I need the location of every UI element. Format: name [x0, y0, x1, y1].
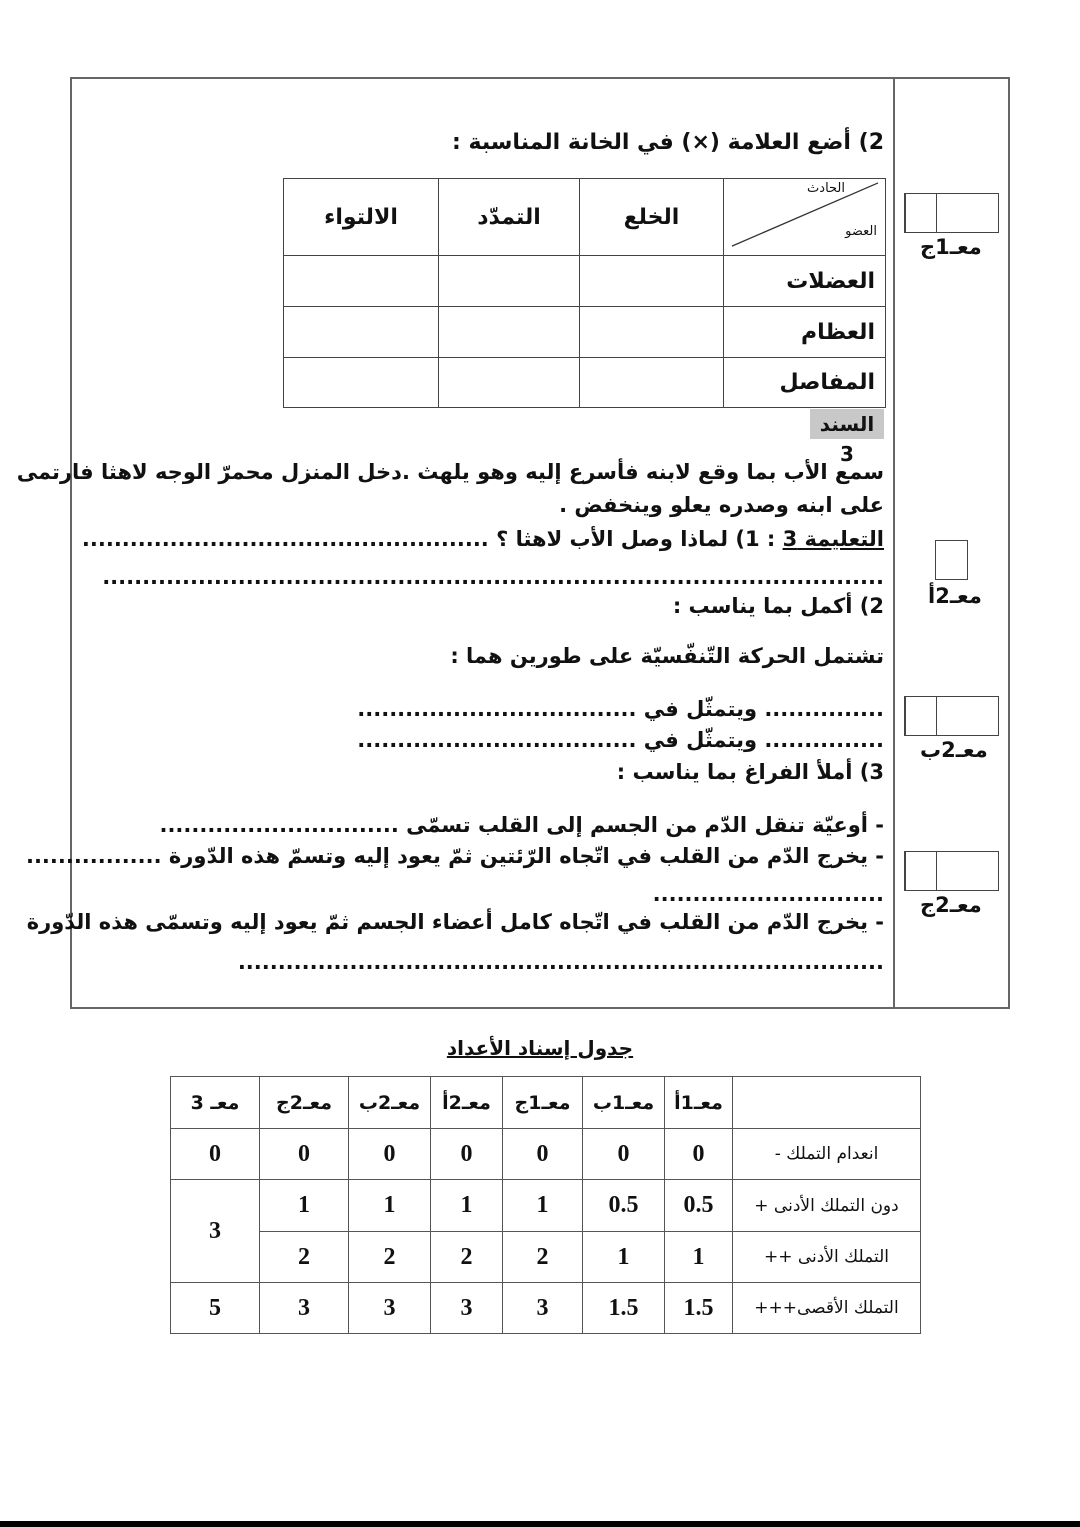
answer-blank[interactable]: ................................................... [81, 527, 489, 551]
fill-item-pulmonary-circulation[interactable]: - يخرج الدّم من القلب في اتّجاه الرّئتين ثمّ يعود إليه وتسمّ هذه الدّورة ................. [25, 844, 884, 868]
grade-header-criterion [733, 1077, 921, 1129]
grade-value: 0 [665, 1129, 733, 1180]
grade-allocation-table [170, 1076, 921, 1334]
answer-cell[interactable] [439, 256, 580, 307]
score-boxes-m1c[interactable] [904, 193, 999, 233]
score-boxes-m2c[interactable] [904, 851, 999, 891]
injury-table [283, 178, 886, 408]
score-label-m2b: معـ2ب [920, 738, 988, 762]
grade-header-m1c: معـ1ج [503, 1077, 583, 1129]
grade-value: 2 [349, 1232, 431, 1283]
row-header-muscles: العضلات [724, 256, 886, 307]
respiration-phase-2-blank[interactable]: ............... ويتمثّل في ................................... [357, 728, 884, 752]
grade-value: 1 [665, 1232, 733, 1283]
row-header-joints: المفاصل [724, 358, 886, 408]
question-3-title: 3) أملأ الفراغ بما يناسب : [616, 760, 884, 784]
answer-cell[interactable] [580, 307, 724, 358]
grade-value: 0 [349, 1129, 431, 1180]
column-header-sprain: الالتواء [284, 179, 439, 256]
diagonal-divider [724, 179, 885, 255]
grade-value: 0.5 [665, 1180, 733, 1232]
corner-header-cell [724, 179, 886, 256]
grade-value: 1.5 [583, 1283, 665, 1334]
grade-row [171, 1180, 921, 1232]
answer-blank-line[interactable]: ................................................................................. [237, 950, 884, 974]
grade-value: 1 [583, 1232, 665, 1283]
answer-cell[interactable] [439, 358, 580, 408]
exercise-2-title: 2) أضع العلامة (×) في الخانة المناسبة : [452, 130, 884, 155]
grade-value: 3 [431, 1283, 503, 1334]
grade-value: 3 [260, 1283, 349, 1334]
sanad-3-text-line-2: على ابنه وصدره يعلو وينخفض . [559, 493, 884, 517]
grade-value: 1 [503, 1180, 583, 1232]
question-2-text: تشتمل الحركة التّنفّسيّة على طورين هما : [450, 644, 884, 668]
grade-value: 0.5 [583, 1180, 665, 1232]
answer-cell[interactable] [284, 256, 439, 307]
instruction-3-question-1: التعليمة 3 : 1) لماذا وصل الأب لاهثا ؟ ................................................... [81, 527, 884, 551]
grade-value: 0 [431, 1129, 503, 1180]
column-header-strain: التمدّد [439, 179, 580, 256]
grade-row [171, 1129, 921, 1180]
grade-header-m2a: معـ2أ [431, 1077, 503, 1129]
fill-item-systemic-circulation: - يخرج الدّم من القلب في اتّجاه كامل أعضاء الجسم ثمّ يعود إليه وتسمّى هذه الدّورة [26, 910, 884, 934]
score-box-m2a[interactable] [935, 540, 968, 580]
grade-value: 3 [171, 1180, 260, 1283]
grade-value: 0 [260, 1129, 349, 1180]
grade-value: 2 [260, 1232, 349, 1283]
grade-value: 5 [171, 1283, 260, 1334]
answer-blank-line[interactable]: ............................. [652, 882, 884, 906]
grade-header-m1b: معـ1ب [583, 1077, 665, 1129]
grade-value: 0 [171, 1129, 260, 1180]
score-column-divider [893, 77, 895, 1009]
grade-value: 3 [503, 1283, 583, 1334]
grade-value: 2 [431, 1232, 503, 1283]
sanad-3-text-line-1: سمع الأب بما وقع لابنه فأسرع إليه وهو يلهث .دخل المنزل محمرّ الوجه لاهثا فارتمى [16, 460, 884, 484]
grade-value: 1 [349, 1180, 431, 1232]
grade-criterion: دون التملك الأدنى + [733, 1180, 921, 1232]
question-2-title: 2) أكمل بما يناسب : [672, 594, 884, 618]
answer-cell[interactable] [580, 256, 724, 307]
score-label-m1c: معـ1ج [920, 235, 982, 259]
answer-cell[interactable] [580, 358, 724, 408]
answer-cell[interactable] [439, 307, 580, 358]
fill-item-veins[interactable]: - أوعيّة تنقل الدّم من الجسم إلى القلب تسمّى .............................. [159, 813, 884, 837]
grade-row [171, 1283, 921, 1334]
row-header-bones: العظام [724, 307, 886, 358]
grade-value: 1.5 [665, 1283, 733, 1334]
sanad-3-label: السند 3 [810, 409, 884, 439]
grade-header-m2c: معـ2ج [260, 1077, 349, 1129]
answer-cell[interactable] [284, 307, 439, 358]
grade-row [171, 1232, 921, 1283]
grade-value: 3 [349, 1283, 431, 1334]
grade-value: 0 [503, 1129, 583, 1180]
answer-cell[interactable] [284, 358, 439, 408]
grade-value: 1 [260, 1180, 349, 1232]
score-label-m2a: معـ2أ [928, 584, 982, 608]
page-bottom-border [0, 1521, 1080, 1527]
grade-header-m1a: معـ1أ [665, 1077, 733, 1129]
grade-criterion: التملك الأقصى+++ [733, 1283, 921, 1334]
score-boxes-m2b[interactable] [904, 696, 999, 736]
answer-blank-line[interactable]: .................................................................................................. [102, 565, 884, 589]
instruction-label: التعليمة 3 [782, 527, 884, 551]
grade-value: 2 [503, 1232, 583, 1283]
grade-header-m3: معـ 3 [171, 1077, 260, 1129]
grade-value: 0 [583, 1129, 665, 1180]
corner-label-organ: العضو [845, 224, 877, 239]
grade-criterion: انعدام التملك - [733, 1129, 921, 1180]
score-label-m2c: معـ2ج [920, 893, 982, 917]
corner-label-incident: الحادث [807, 181, 845, 196]
grade-criterion: التملك الأدنى ++ [733, 1232, 921, 1283]
respiration-phase-1-blank[interactable]: ............... ويتمثّل في ................................... [357, 697, 884, 721]
grade-value: 1 [431, 1180, 503, 1232]
column-header-dislocation: الخلع [580, 179, 724, 256]
grade-header-m2b: معـ2ب [349, 1077, 431, 1129]
grade-table-title: جدول إسناد الأعداد [446, 1036, 634, 1060]
